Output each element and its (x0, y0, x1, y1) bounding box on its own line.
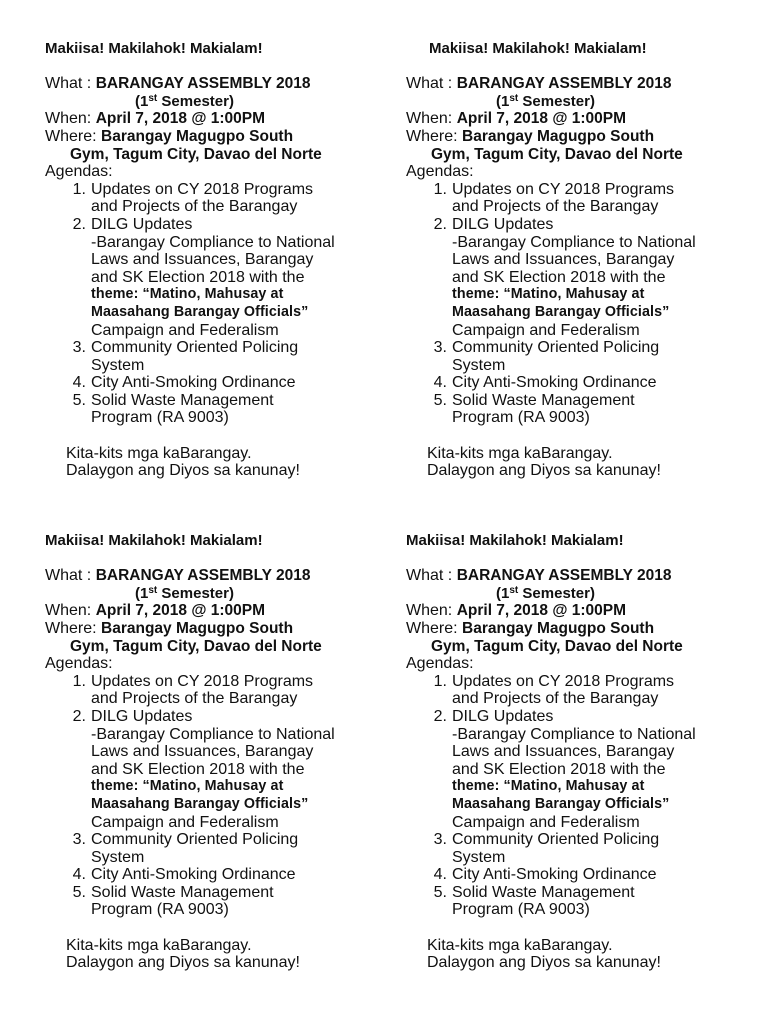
closing-line-1: Kita-kits mga kaBarangay. (66, 936, 252, 954)
where-line (45, 128, 390, 146)
agenda-item: 1. Updates on CY 2018 Programs and Projects of the Barangay (72, 672, 314, 708)
when-label: When: (406, 602, 457, 620)
where-line-2: Gym, Tagum City, Davao del Norte (431, 637, 683, 655)
where-line-2: Gym, Tagum City, Davao del Norte (431, 145, 683, 163)
agenda-item: 4. City Anti-Smoking Ordinance (72, 374, 296, 392)
when-label: When: (406, 110, 457, 128)
agenda-theme: Maasahang Barangay Officials” (91, 795, 309, 812)
closing-line-2: Dalaygon ang Diyos sa kanunay! (66, 462, 300, 480)
agendas-label: Agendas: (406, 163, 474, 181)
where-value: Barangay Magugpo South (101, 619, 294, 637)
agenda-theme: theme: “Matino, Mahusay at (91, 286, 284, 303)
agenda-item: 3. Community Oriented Policing System (72, 831, 299, 866)
agenda-theme: theme: “Matino, Mahusay at (91, 778, 284, 795)
what-line (406, 75, 751, 93)
agenda-item: 2. DILG Updates -Barangay Compliance to National Laws and Issuances, Barangay and SK Election 2018 with the theme: “Matino, Mahusay at Maasahang Barangay Officials” Campaign and Federalism (45, 216, 390, 339)
agenda-item: 3. Community Oriented Policing System (433, 339, 660, 374)
what-label: What : (406, 567, 457, 585)
flyer-bottom-left (45, 532, 390, 972)
agenda-item: 4. City Anti-Smoking Ordinance (72, 866, 296, 884)
flyer-top-left (45, 40, 390, 480)
when-line (45, 110, 390, 128)
flyer-bottom-right (406, 532, 751, 972)
where-line (45, 620, 390, 638)
where-label: Where: (406, 619, 463, 637)
when-line (406, 110, 751, 128)
flyer-slogan: Makiisa! Makilahok! Makialam! (406, 532, 624, 549)
agenda-item: 2. DILG Updates -Barangay Compliance to National Laws and Issuances, Barangay and SK Election 2018 with the theme: “Matino, Mahusay at Maasahang Barangay Officials” Campaign and Federalism (45, 708, 390, 831)
agenda-theme: theme: “Matino, Mahusay at (452, 286, 645, 303)
semester-line: (1st Semester) (496, 92, 595, 110)
agenda-list (406, 181, 751, 427)
where-value: Barangay Magugpo South (101, 127, 294, 145)
where-value: Barangay Magugpo South (462, 127, 655, 145)
flyer-top-right (406, 40, 751, 480)
agenda-item: 3. Community Oriented Policing System (433, 831, 660, 866)
agenda-list (45, 673, 390, 919)
what-line (45, 567, 390, 585)
what-line (45, 75, 390, 93)
what-value: BARANGAY ASSEMBLY 2018 (95, 75, 311, 93)
closing-line-1: Kita-kits mga kaBarangay. (66, 444, 252, 462)
where-label: Where: (406, 127, 463, 145)
when-value: April 7, 2018 @ 1:00PM (456, 602, 627, 620)
flyer-slogan: Makiisa! Makilahok! Makialam! (45, 532, 263, 549)
where-label: Where: (45, 127, 102, 145)
where-line (406, 128, 751, 146)
agenda-list (45, 181, 390, 427)
agenda-list (406, 673, 751, 919)
where-line-2: Gym, Tagum City, Davao del Norte (70, 145, 322, 163)
flyer-slogan: Makiisa! Makilahok! Makialam! (45, 40, 263, 57)
what-label: What : (45, 75, 96, 93)
when-label: When: (45, 602, 96, 620)
agenda-item: 1. Updates on CY 2018 Programs and Projects of the Barangay (72, 180, 314, 216)
what-value: BARANGAY ASSEMBLY 2018 (95, 567, 311, 585)
flyer-slogan: Makiisa! Makilahok! Makialam! (429, 40, 647, 57)
agenda-item: 3. Community Oriented Policing System (72, 339, 299, 374)
what-label: What : (45, 567, 96, 585)
when-label: When: (45, 110, 96, 128)
agenda-item: 1. Updates on CY 2018 Programs and Projects of the Barangay (433, 672, 675, 708)
agendas-label: Agendas: (45, 655, 113, 673)
when-value: April 7, 2018 @ 1:00PM (456, 110, 627, 128)
agenda-item: 5. Solid Waste Management Program (RA 9003) (433, 391, 635, 427)
agenda-item: 2. DILG Updates -Barangay Compliance to National Laws and Issuances, Barangay and SK Election 2018 with the theme: “Matino, Mahusay at Maasahang Barangay Officials” Campaign and Federalism (406, 216, 751, 339)
agenda-item: 5. Solid Waste Management Program (RA 9003) (72, 391, 274, 427)
closing-line-1: Kita-kits mga kaBarangay. (427, 444, 613, 462)
agenda-item: 5. Solid Waste Management Program (RA 9003) (433, 883, 635, 919)
when-value: April 7, 2018 @ 1:00PM (95, 602, 266, 620)
what-value: BARANGAY ASSEMBLY 2018 (456, 567, 672, 585)
semester-line: (1st Semester) (496, 584, 595, 602)
agenda-theme: Maasahang Barangay Officials” (91, 303, 309, 320)
agenda-item: 4. City Anti-Smoking Ordinance (433, 866, 657, 884)
closing-line-1: Kita-kits mga kaBarangay. (427, 936, 613, 954)
where-line (406, 620, 751, 638)
agenda-item: 4. City Anti-Smoking Ordinance (433, 374, 657, 392)
agenda-theme: theme: “Matino, Mahusay at (452, 778, 645, 795)
when-value: April 7, 2018 @ 1:00PM (95, 110, 266, 128)
where-label: Where: (45, 619, 102, 637)
what-label: What : (406, 75, 457, 93)
closing-line-2: Dalaygon ang Diyos sa kanunay! (66, 954, 300, 972)
when-line (45, 602, 390, 620)
semester-line: (1st Semester) (135, 92, 234, 110)
closing-line-2: Dalaygon ang Diyos sa kanunay! (427, 954, 661, 972)
what-line (406, 567, 751, 585)
closing-line-2: Dalaygon ang Diyos sa kanunay! (427, 462, 661, 480)
what-value: BARANGAY ASSEMBLY 2018 (456, 75, 672, 93)
agendas-label: Agendas: (406, 655, 474, 673)
agenda-item: 2. DILG Updates -Barangay Compliance to National Laws and Issuances, Barangay and SK Election 2018 with the theme: “Matino, Mahusay at Maasahang Barangay Officials” Campaign and Federalism (406, 708, 751, 831)
agendas-label: Agendas: (45, 163, 113, 181)
semester-line: (1st Semester) (135, 584, 234, 602)
agenda-item: 5. Solid Waste Management Program (RA 9003) (72, 883, 274, 919)
agenda-theme: Maasahang Barangay Officials” (452, 303, 670, 320)
agenda-item: 1. Updates on CY 2018 Programs and Projects of the Barangay (433, 180, 675, 216)
when-line (406, 602, 751, 620)
where-value: Barangay Magugpo South (462, 619, 655, 637)
agenda-theme: Maasahang Barangay Officials” (452, 795, 670, 812)
where-line-2: Gym, Tagum City, Davao del Norte (70, 637, 322, 655)
